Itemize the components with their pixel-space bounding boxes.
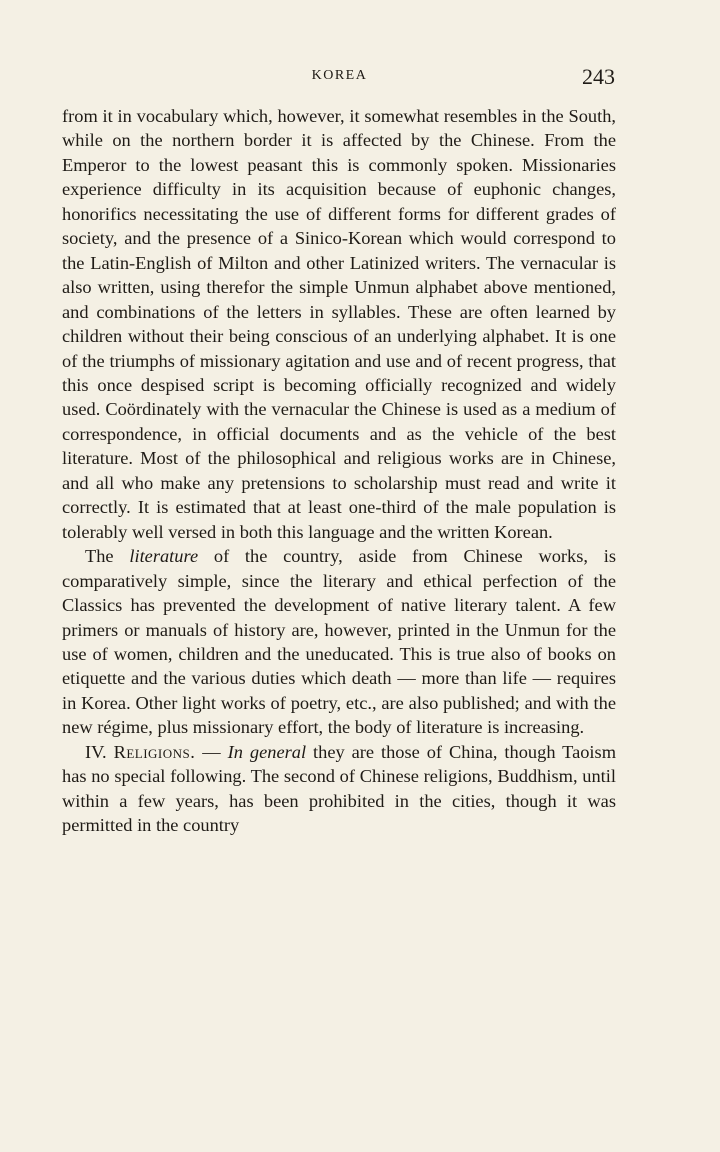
section-heading: Religions. [113, 741, 196, 762]
paragraph-literature [62, 544, 616, 740]
paragraph-religions [62, 740, 616, 838]
paragraph-text: of the country, aside from Chinese works, is comparatively simple, since the literary and ethical perfection of the Classics has prevented the development of native literary talent. A few primers or manuals of history are, however, printed in the Unmun for the use of women, children and the uneducated. This is true also of books on etiquette and the various duties which death — more than life — requires in Korea. Other light works of poetry, etc., are also published; and with the new régime, plus missionary effort, the body of literature is increasing. [62, 546, 617, 738]
paragraph-lead: The [85, 546, 130, 567]
page-header [62, 64, 617, 92]
paragraph-language [62, 104, 616, 544]
paragraph-text: from it in vocabulary which, however, it somewhat resembles in the South, while on the northern border it is affected by the Chinese. From the Emperor to the lowest peasant this is commonly spoken. Missionaries experience difficulty in its acquisition because of euphonic changes, honorifics necessitating the use of different forms for different grades of society, and the presence of a Sinico-Korean which would correspond to the Latin-English of Milton and other Latinized writers. The vernacular is also written, using therefor the simple Unmun alphabet above mentioned, and combinations of the letters in syllables. These are often learned by children without their being conscious of an underlying alphabet. It is one of the triumphs of missionary agitation and use and of recent progress, that this once despised script is becoming officially recognized and widely used. Coördinately with the vernacular the Chinese is used as a medium of correspondence, in official documents and as the vehicle of the best literature. Most of the philosophical and religious works are in Chinese, and all who make any pretensions to scholarship must read and write it correctly. It is estimated that at least one-third of the male population is tolerably well versed in both this language and the written Korean. [62, 106, 616, 542]
page-number: 243 [582, 64, 615, 89]
running-head: KOREA [311, 68, 368, 83]
italic-term-in-general: In general [227, 741, 307, 762]
paragraph-text: they are those of China, though Taoism has no special following. The second of Chinese religions, Buddhism, until within a few years, has been prohibited in the cities, though it was permitted in the country [62, 741, 616, 836]
heading-dash: — [195, 741, 228, 762]
body-text [62, 104, 616, 838]
section-numeral: IV. [85, 741, 114, 762]
italic-term-literature: literature [129, 546, 199, 567]
